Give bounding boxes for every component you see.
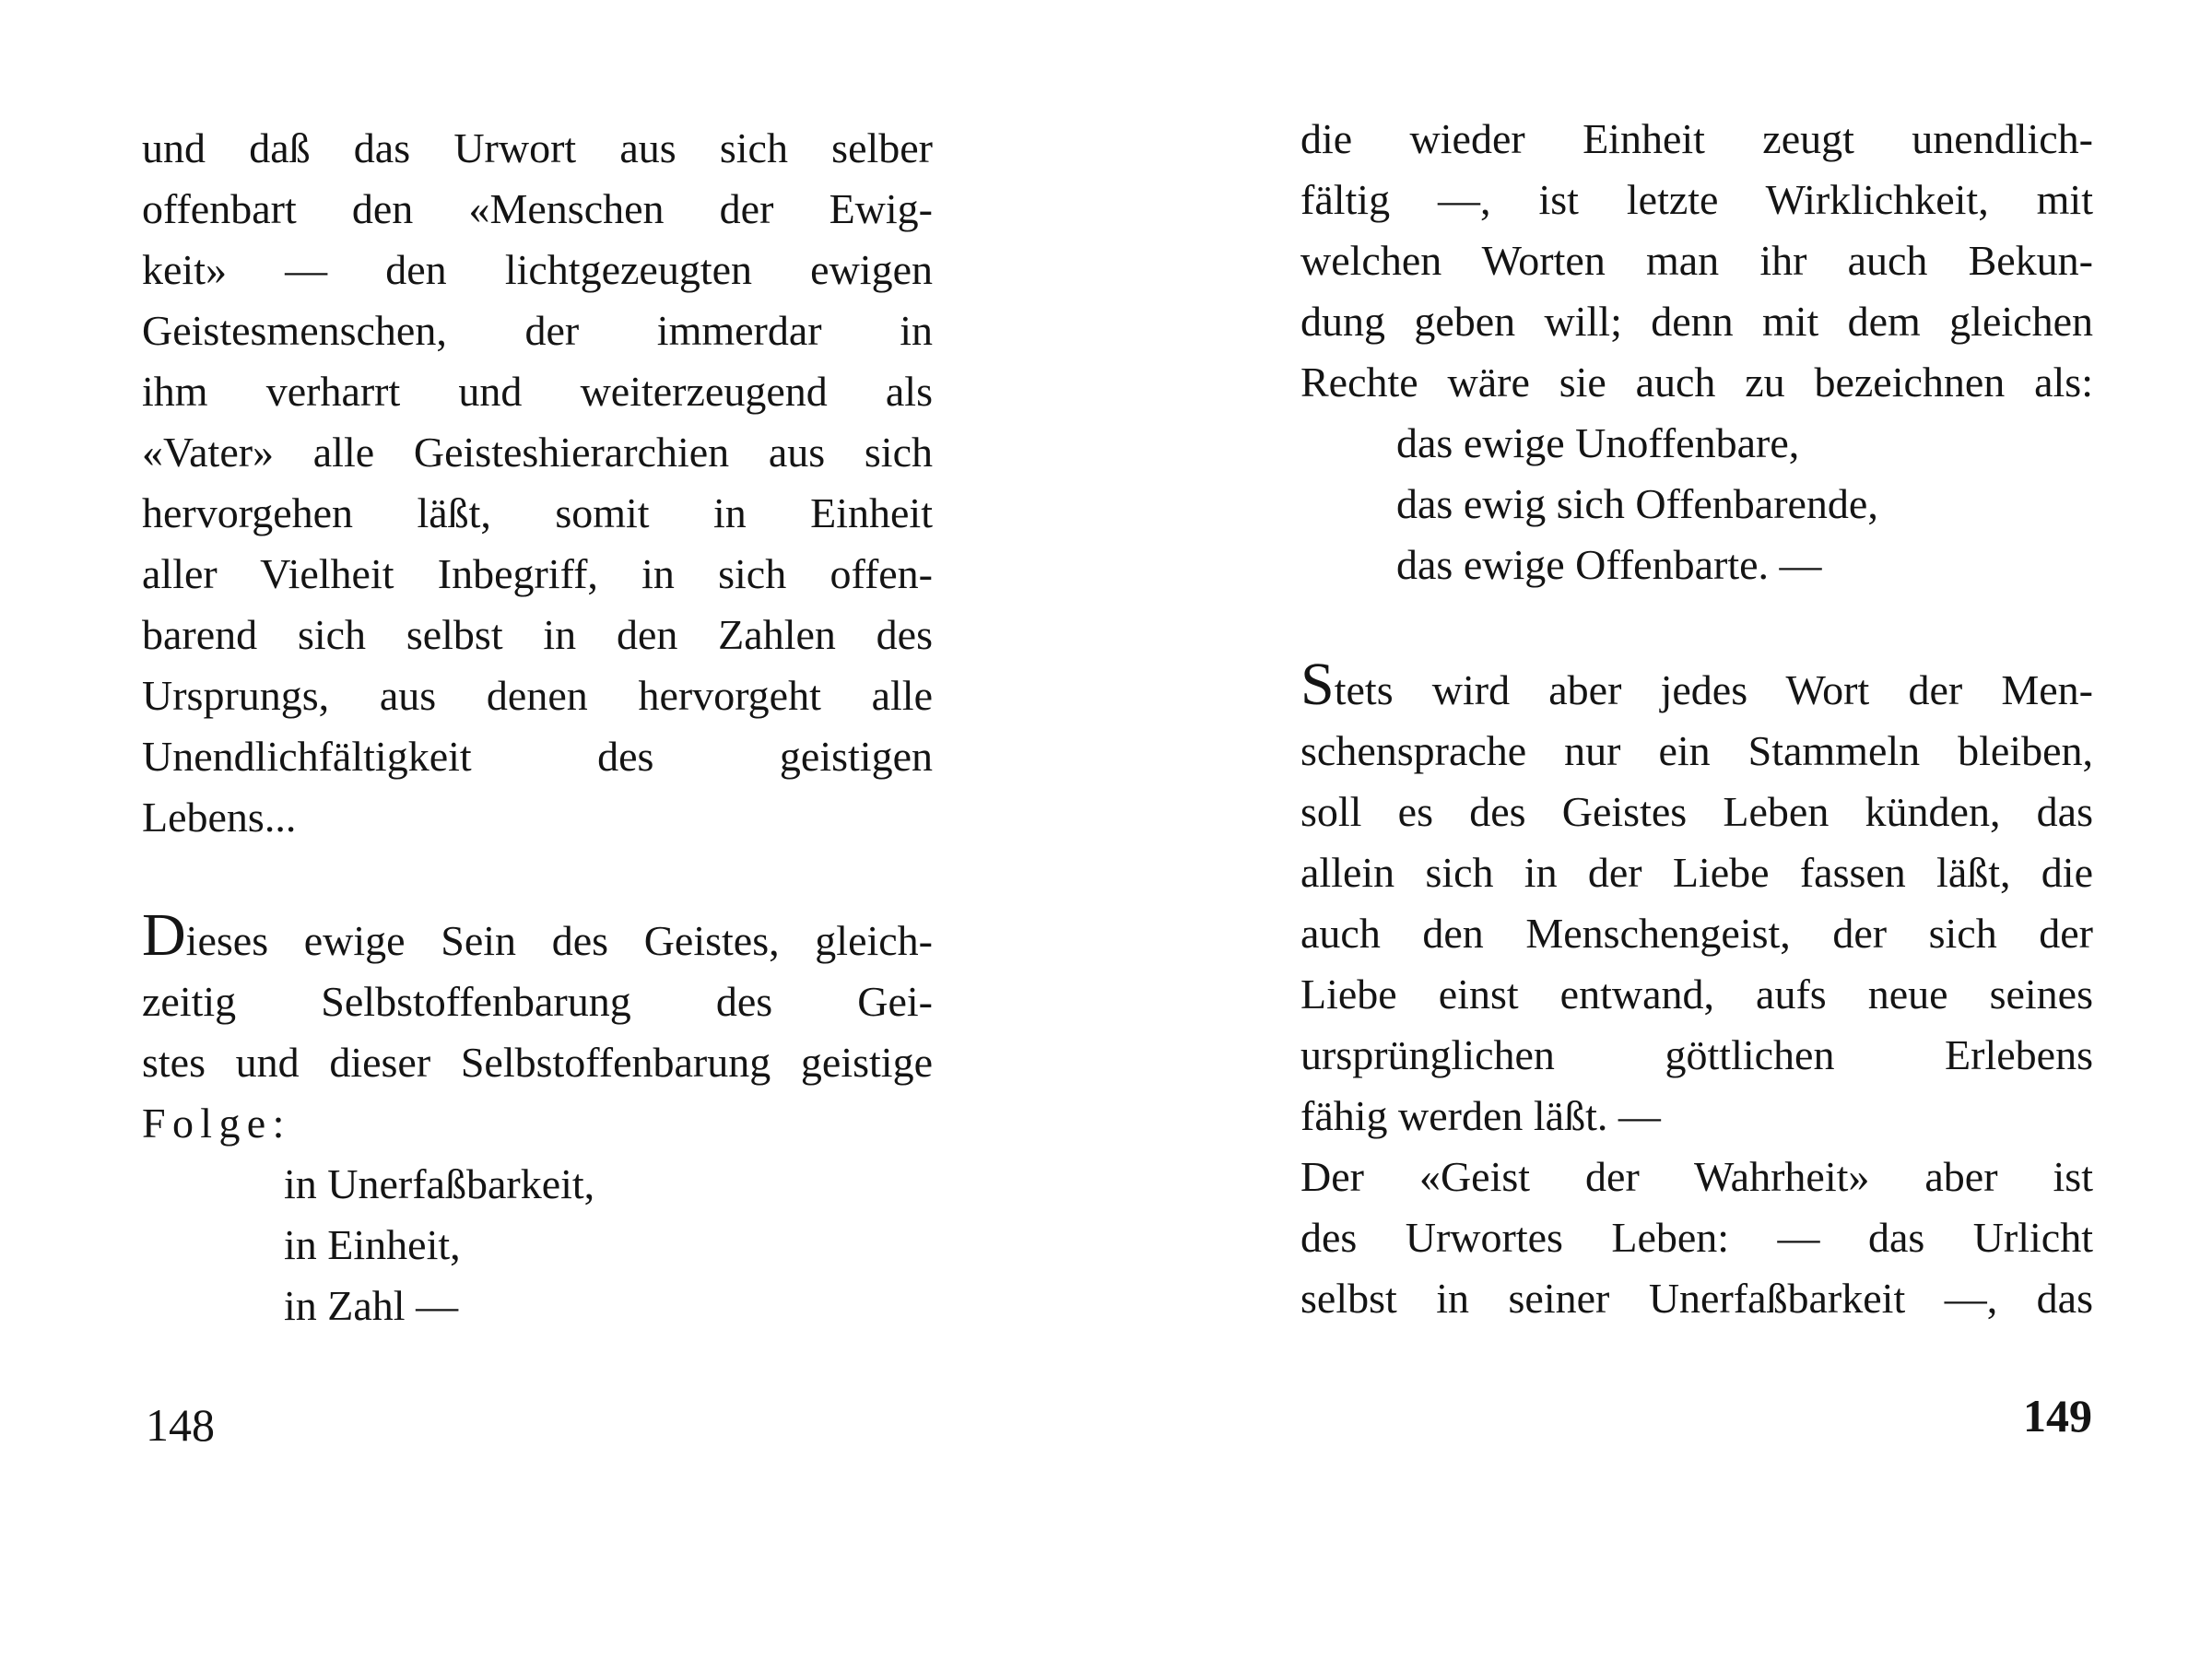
- text-line: Unendlichfältigkeit des geistigen: [142, 733, 933, 780]
- text-line: in Unerfaßbarkeit,: [284, 1160, 595, 1207]
- page-number: 148: [146, 1399, 215, 1451]
- text-line: Lebens...: [142, 794, 297, 841]
- text-line: ieses ewige Sein des Geistes, gleich-: [185, 917, 933, 964]
- text-line: auch den Menschengeist, der sich der: [1300, 910, 2093, 957]
- text-line: in Einheit,: [284, 1221, 461, 1268]
- text-line: tets wird aber jedes Wort der Men-: [1334, 666, 2093, 713]
- text-line: offenbart den «Menschen der Ewig-: [142, 185, 933, 232]
- text-line: welchen Worten man ihr auch Bekun-: [1300, 237, 2093, 284]
- text-line: fältig —, ist letzte Wirklichkeit, mit: [1300, 176, 2093, 223]
- text-line: Der «Geist der Wahrheit» aber ist: [1300, 1153, 2093, 1200]
- text-line: aller Vielheit Inbegriff, in sich offen-: [142, 550, 933, 597]
- text-line: schensprache nur ein Stammeln bleiben,: [1300, 727, 2093, 774]
- text-line: des Urwortes Leben: — das Urlicht: [1300, 1214, 2093, 1261]
- text-line: in Zahl —: [284, 1282, 459, 1329]
- text-line: keit» — den lichtgezeugten ewigen: [142, 246, 933, 293]
- text-line: Folge:: [142, 1100, 291, 1147]
- text-line: soll es des Geistes Leben künden, das: [1300, 788, 2093, 835]
- text-line: ursprünglichen göttlichen Erlebens: [1300, 1031, 2093, 1078]
- text-line: dung geben will; denn mit dem gleichen: [1300, 298, 2093, 345]
- text-line: das ewig sich Offenbarende,: [1396, 480, 1878, 527]
- text-line: das ewige Unoffenbare,: [1396, 419, 1800, 466]
- text-line: Rechte wäre sie auch zu bezeichnen als:: [1300, 359, 2093, 406]
- drop-cap: D: [142, 901, 186, 969]
- text-line: Geistesmenschen, der immerdar in: [142, 307, 933, 354]
- paragraph-opening-line: [142, 901, 933, 971]
- drop-cap: S: [1300, 651, 1335, 718]
- text-line: und daß das Urwort aus sich selber: [142, 124, 933, 171]
- text-line: ihm verharrt und weiterzeugend als: [142, 368, 933, 415]
- text-line: fähig werden läßt. —: [1300, 1092, 1661, 1139]
- text-line: selbst in seiner Unerfaßbarkeit —, das: [1300, 1275, 2093, 1322]
- text-line: die wieder Einheit zeugt unendlich-: [1300, 115, 2093, 162]
- text-line: Ursprungs, aus denen hervorgeht alle: [142, 672, 933, 719]
- page-number: 149: [2023, 1390, 2092, 1441]
- right-page: [1106, 0, 2212, 1659]
- text-line: zeitig Selbstoffenbarung des Gei-: [142, 978, 933, 1025]
- text-line: allein sich in der Liebe fassen läßt, die: [1300, 849, 2093, 896]
- text-line: Liebe einst entwand, aufs neue seines: [1300, 971, 2093, 1018]
- text-line: das ewige Offenbarte. —: [1396, 541, 1822, 588]
- text-line: stes und dieser Selbstoffenbarung geistige: [142, 1039, 933, 1086]
- text-line: barend sich selbst in den Zahlen des: [142, 611, 933, 658]
- text-line: «Vater» alle Geisteshierarchien aus sich: [142, 429, 933, 476]
- paragraph-opening-line: [1300, 651, 2093, 721]
- text-line: hervorgehen läßt, somit in Einheit: [142, 489, 933, 536]
